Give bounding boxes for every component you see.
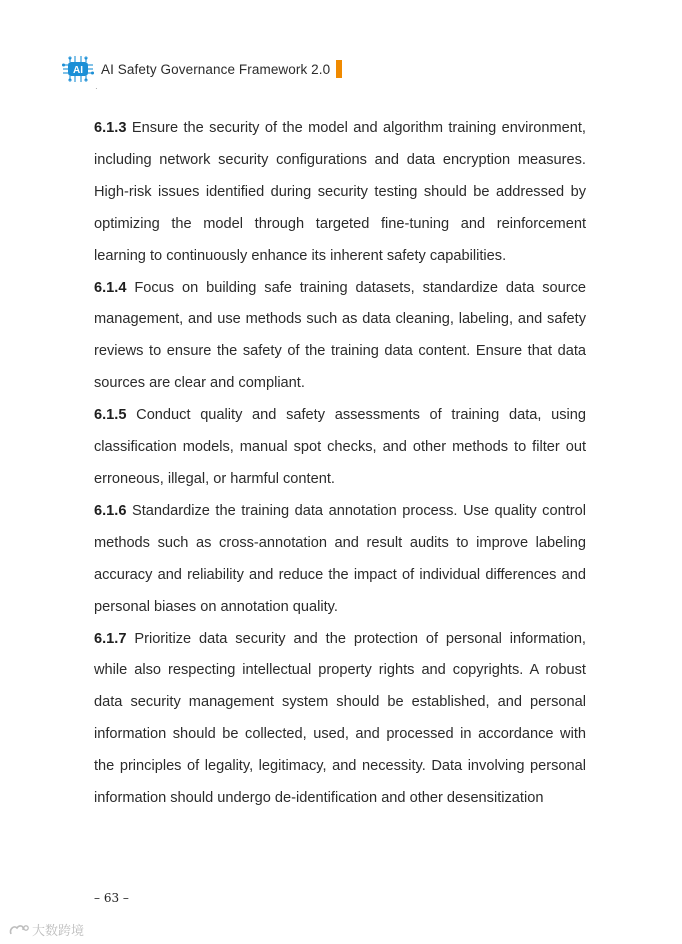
section-number: 6.1.4	[94, 279, 127, 296]
section-number: 6.1.6	[94, 502, 127, 519]
document-body	[94, 113, 586, 815]
section-text: Standardize the training data annotation process. Use quality control methods such as cross-annotation and result audits to improve labeling accuracy and reliability and reduce the impact of individual differences and personal biases on annotation quality.	[94, 502, 586, 615]
header-accent-bar	[336, 60, 342, 78]
section-6-1-4	[94, 273, 586, 401]
watermark-logo-icon	[8, 923, 30, 937]
page-header	[62, 55, 342, 83]
section-number: 6.1.7	[94, 630, 127, 647]
section-number: 6.1.3	[94, 120, 127, 136]
section-text: Conduct quality and safety assessments of training data, using classification models, manual spot checks, and other methods to filter out erroneous, illegal, or harmful content.	[94, 407, 586, 487]
watermark-text: 大数跨境	[32, 923, 85, 938]
section-6-1-6	[94, 496, 586, 624]
section-text: Prioritize data security and the protection of personal information, while also respecting intellectual property rights and copyrights. A robust data security management system should be established, and personal information should be collected, used, and processed in accordance with the principles of legality, legitimacy, and necessity. Data involving personal information should undergo de-identification and other desensitization	[94, 630, 586, 807]
page-number: – 63 –	[94, 891, 129, 905]
ai-chip-logo-icon	[62, 55, 94, 83]
section-6-1-3	[94, 113, 586, 273]
watermark	[8, 920, 84, 939]
section-text: Focus on building safe training datasets, standardize data source management, and use methods such as data cleaning, labeling, and safety reviews to ensure the safety of the training data content. Ensure that data sources are clear and compliant.	[94, 279, 586, 392]
header-dot: ·	[95, 84, 98, 93]
section-6-1-5	[94, 400, 586, 496]
section-number: 6.1.5	[94, 407, 127, 424]
section-6-1-7	[94, 624, 586, 815]
logo-text: AI	[73, 65, 83, 76]
document-title: AI Safety Governance Framework 2.0	[101, 61, 331, 77]
section-text: Ensure the security of the model and algorithm training environment, including network security configurations and data encryption measures. High-risk issues identified during security testing should be addressed by optimizing the model through targeted fine-tuning and reinforcement learning to continuously enhance its inherent safety capabilities.	[94, 120, 586, 264]
